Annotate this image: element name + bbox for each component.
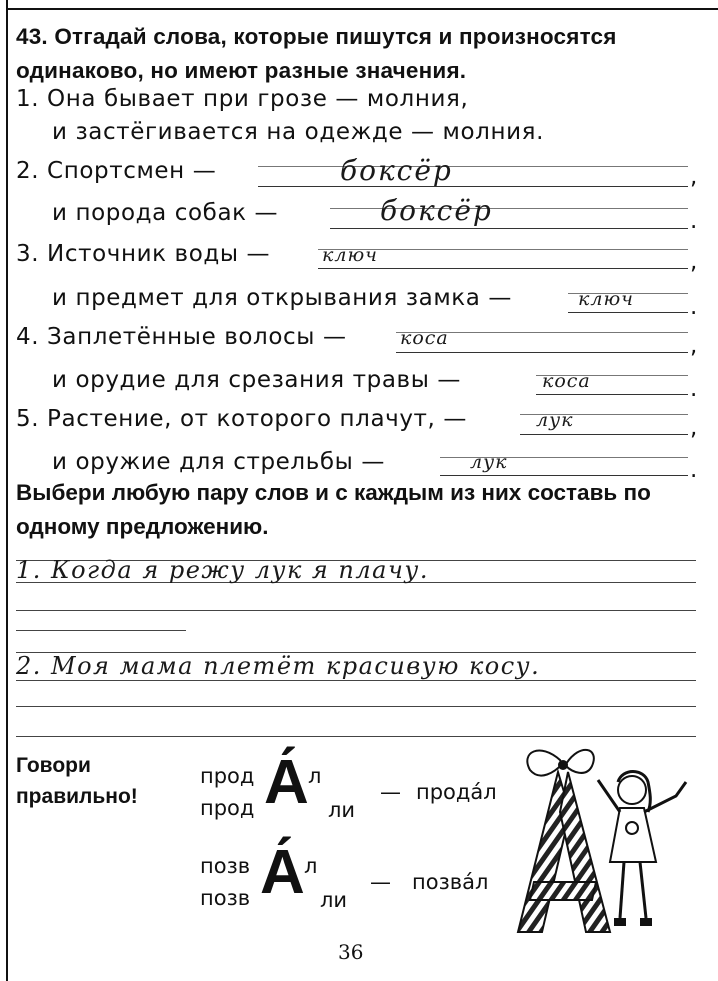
ending-singular: л bbox=[308, 764, 322, 788]
answer-line bbox=[520, 434, 688, 435]
task-43-header: 43. Отгадай слова, которые пишутся и произносятся одинаково, но имеют разные значения. bbox=[16, 24, 617, 83]
item-5-line-1: 5. Растение, от которого плачут, — bbox=[16, 406, 467, 432]
answer-line bbox=[396, 352, 688, 353]
handwritten-answer: боксёр bbox=[340, 154, 453, 187]
period: . bbox=[690, 457, 698, 483]
handwritten-answer: ключ bbox=[322, 244, 378, 266]
item-4-line-1: 4. Заплетённые волосы — bbox=[16, 324, 347, 350]
answer-line-top bbox=[258, 166, 688, 167]
item-1-line-1: 1. Она бывает при грозе — молния, bbox=[16, 86, 469, 112]
period: . bbox=[690, 376, 698, 402]
answer-line bbox=[536, 394, 688, 395]
stem-bottom: позв bbox=[200, 886, 251, 910]
item-4-line-2: и орудие для срезания травы — bbox=[52, 367, 461, 393]
handwritten-sentence-1: 1. Когда я режу лук я плачу. bbox=[16, 556, 429, 584]
dash: — bbox=[370, 870, 391, 894]
item-1-line-2: и застёгивается на одежде — молния. bbox=[52, 119, 545, 145]
page-frame-top bbox=[6, 8, 718, 10]
writing-line bbox=[16, 736, 696, 737]
stem-top: прод bbox=[200, 764, 255, 788]
item-3-line-1: 3. Источник воды — bbox=[16, 241, 271, 267]
comma: , bbox=[690, 249, 698, 275]
comma: , bbox=[690, 415, 698, 441]
handwritten-answer: боксёр bbox=[380, 194, 493, 227]
stressed-word: прода́л bbox=[416, 780, 497, 804]
stressed-letter-a: А́ bbox=[260, 838, 305, 907]
answer-line bbox=[330, 228, 688, 229]
writing-line bbox=[16, 630, 186, 631]
answer-line bbox=[568, 312, 688, 313]
answer-line bbox=[318, 268, 688, 269]
ending-plural: ли bbox=[320, 888, 348, 912]
handwritten-answer: ключ bbox=[578, 288, 634, 310]
dash: — bbox=[380, 780, 401, 804]
handwritten-answer: коса bbox=[400, 327, 449, 349]
stressed-word: позва́л bbox=[412, 870, 489, 894]
period: . bbox=[690, 294, 698, 320]
stem-bottom: прод bbox=[200, 796, 255, 820]
speak-correctly-label: Говори правильно! bbox=[16, 754, 138, 808]
handwritten-answer: лук bbox=[536, 409, 574, 431]
ending-singular: л bbox=[304, 854, 318, 878]
letter-a-girl-illustration bbox=[500, 742, 710, 942]
page-number: 36 bbox=[338, 940, 364, 964]
comma: , bbox=[690, 333, 698, 359]
handwritten-answer: коса bbox=[542, 370, 591, 392]
ending-plural: ли bbox=[328, 798, 356, 822]
comma: , bbox=[690, 164, 698, 190]
task-sentences-header: Выбери любую пару слов и с каждым из них составь по одному предложению. bbox=[16, 480, 651, 539]
answer-line bbox=[258, 186, 688, 187]
writing-line bbox=[16, 610, 696, 611]
handwritten-sentence-2: 2. Моя мама плетёт красивую косу. bbox=[16, 652, 541, 680]
item-5-line-2: и оружие для стрельбы — bbox=[52, 449, 385, 475]
item-2-line-1: 2. Спортсмен — bbox=[16, 158, 217, 184]
writing-line bbox=[16, 706, 696, 707]
handwritten-answer: лук bbox=[470, 451, 508, 473]
period: . bbox=[690, 208, 698, 234]
page-frame-left bbox=[6, 0, 8, 981]
stem-top: позв bbox=[200, 854, 251, 878]
item-2-line-2: и порода собак — bbox=[52, 200, 279, 226]
stressed-letter-a: А́ bbox=[264, 748, 309, 817]
writing-line bbox=[16, 680, 696, 681]
item-3-line-2: и предмет для открывания замка — bbox=[52, 285, 512, 311]
